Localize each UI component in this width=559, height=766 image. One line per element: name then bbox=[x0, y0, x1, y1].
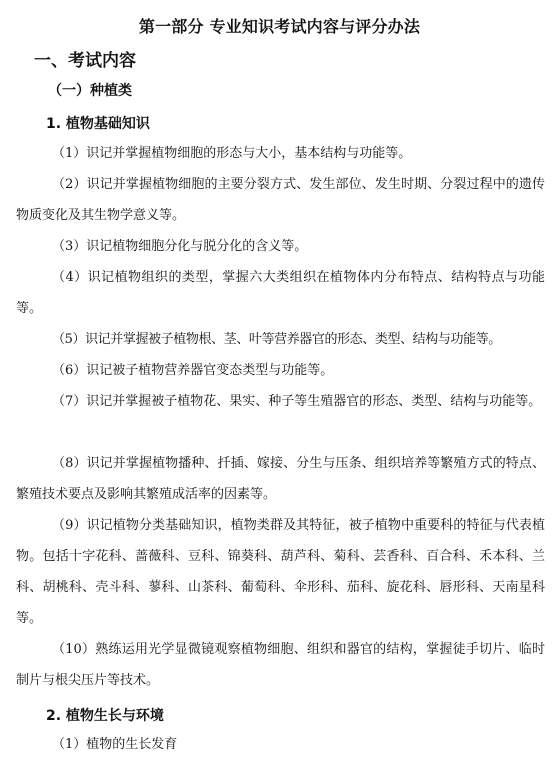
section-heading: 一、考试内容 bbox=[34, 51, 136, 71]
document-title: 第一部分 专业知识考试内容与评分办法 bbox=[138, 17, 421, 36]
paragraph-item-7: （7）识记并掌握被子植物花、果实、种子等生殖器官的形态、类型、结构与功能等。 bbox=[52, 394, 542, 409]
subsection-heading: （一）种植类 bbox=[48, 83, 132, 99]
paragraph-item-4: （4）识记植物组织的类型，掌握六大类组织在植物体内分布特点、结构特点与功能等。 bbox=[16, 270, 545, 316]
paragraph-item-6: （6）识记被子植物营养器官变态类型与功能等。 bbox=[52, 363, 334, 378]
topic-heading-plant-growth: 2. 植物生长与环境 bbox=[46, 708, 164, 724]
paragraph-item-2: （2）识记并掌握植物细胞的主要分裂方式、发生部位、发生时期、分裂过程中的遗传物质变化及其生物学意义等。 bbox=[16, 177, 545, 223]
paragraph-item-10: （10）熟练运用光学显微镜观察植物细胞、组织和器官的结构，掌握徒手切片、临时制片与根尖压片等技术。 bbox=[16, 642, 545, 688]
paragraph-item-5: （5）识记并掌握被子植物根、茎、叶等营养器官的形态、类型、结构与功能等。 bbox=[52, 332, 501, 347]
paragraph-item-9: （9）识记植物分类基础知识，植物类群及其特征，被子植物中重要科的特征与代表植物。包括十字花科、蔷薇科、豆科、锦葵科、葫芦科、菊科、芸香科、百合科、禾本科、兰科、胡桃科、壳斗科、蓼科、山茶科、葡萄科、伞形科、茄科、旋花科、唇形科、天南星科等。 bbox=[16, 518, 545, 626]
paragraph-item-3: （3）识记植物细胞分化与脱分化的含义等。 bbox=[52, 239, 308, 254]
paragraph-growth-item-1: （1）植物的生长发育 bbox=[52, 737, 178, 752]
topic-heading-plant-basics: 1. 植物基础知识 bbox=[46, 116, 150, 132]
paragraph-item-1: （1）识记并掌握植物细胞的形态与大小，基本结构与功能等。 bbox=[52, 146, 412, 161]
paragraph-item-8: （8）识记并掌握植物播种、扦插、嫁接、分生与压条、组织培养等繁殖方式的特点、繁殖技术要点及影响其繁殖成活率的因素等。 bbox=[16, 456, 545, 502]
